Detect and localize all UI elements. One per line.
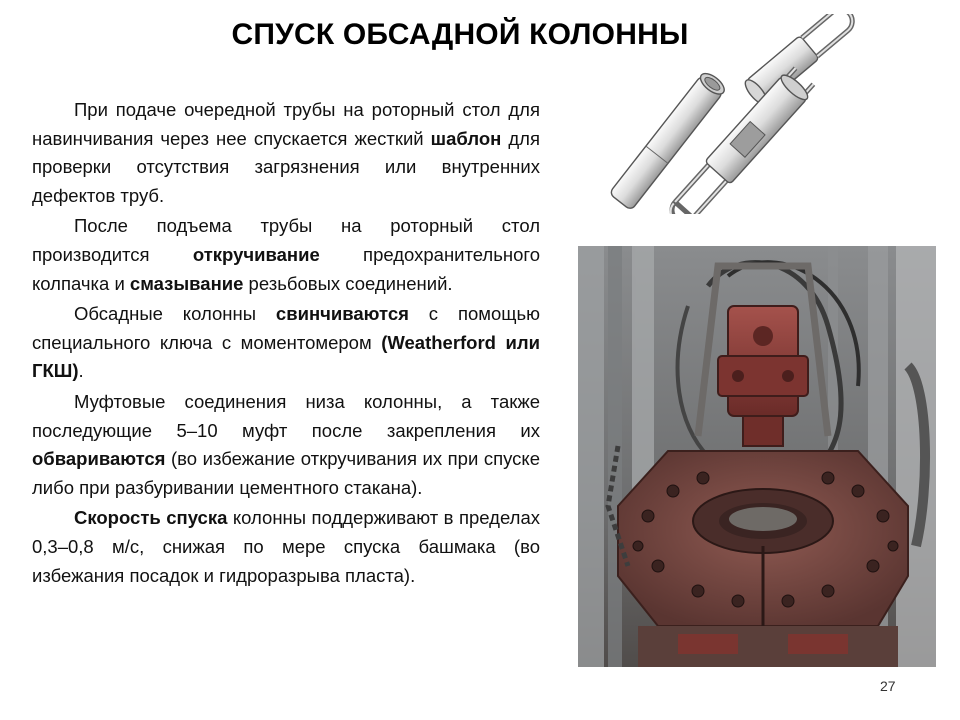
slide-title: СПУСК ОБСАДНОЙ КОЛОННЫ xyxy=(231,18,689,51)
text-run: (во избежание откручивания их при спуске либо при разбуривании цементного стакана). xyxy=(32,448,540,498)
text-run: Муфтовые соединения низа колонны, а также последующие 5–10 муфт после закрепления их xyxy=(32,390,540,441)
paragraph-1 xyxy=(32,96,540,210)
text-run: После подъема трубы на роторный стол производится xyxy=(32,215,540,265)
text-run: Обсадные колонны xyxy=(74,303,276,325)
text-run: для проверки отсутствия загрязнения или внутренних дефектов труб. xyxy=(32,127,540,206)
paragraph-4 xyxy=(32,388,540,502)
paragraph-3 xyxy=(32,300,540,386)
body-text xyxy=(32,96,540,592)
bold-term: смазывание xyxy=(129,272,244,294)
text-run: При подаче очередной трубы на роторный стол для навинчивания через нее спускается жесткий xyxy=(32,99,540,149)
template-tube-part xyxy=(609,70,728,211)
text-run: предохранительного колпачка и xyxy=(32,243,540,294)
bold-term: Скорость спуска xyxy=(74,507,228,529)
rig-equipment-photo xyxy=(578,246,936,667)
bold-term: откручивание xyxy=(192,243,320,265)
bold-term: свинчиваются xyxy=(275,303,409,325)
bold-term: обвариваются xyxy=(32,448,166,470)
text-run: колонны поддерживают в пределах 0,3–0,8 м/с, снижая по мере спуска башмака (во избежания посадок и гидроразрыва пласта). xyxy=(32,507,540,586)
casing-template-illustration xyxy=(598,14,858,214)
text-run: с помощью специального ключа с моментомером xyxy=(32,303,540,353)
bold-term: (Weatherford или ГКШ) xyxy=(32,331,540,382)
text-run: . xyxy=(78,360,84,382)
paragraph-5 xyxy=(32,504,540,590)
page-number: 27 xyxy=(880,678,896,694)
paragraph-2 xyxy=(32,212,540,298)
text-run: резьбовых соединений. xyxy=(243,272,453,294)
bold-term: шаблон xyxy=(430,127,502,149)
